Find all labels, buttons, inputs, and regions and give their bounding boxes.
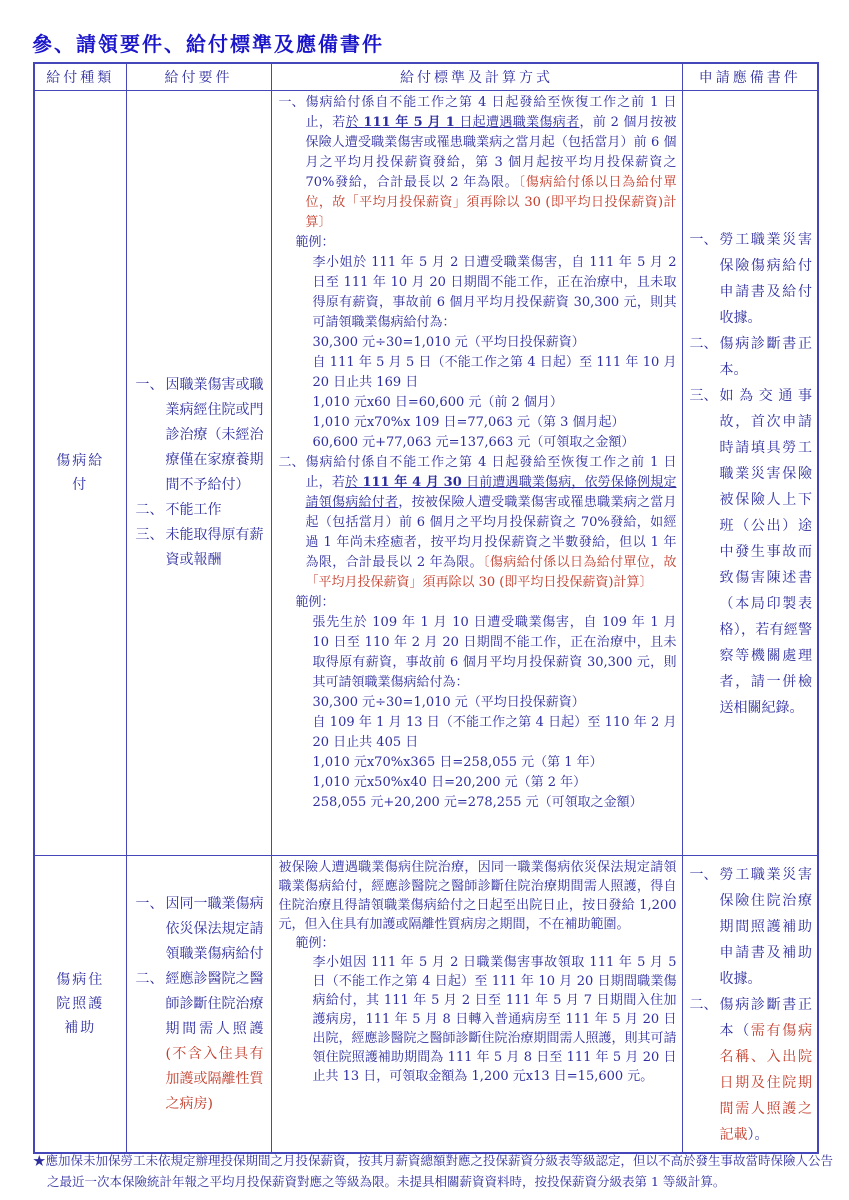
list-item [136, 498, 264, 523]
emphasized-text: 111 年 5 月 1 [363, 115, 455, 130]
list-item [690, 992, 813, 1148]
text-segment: 範例： [295, 936, 335, 951]
text-segment: ）。 [747, 1127, 769, 1143]
text-segment: 因職業傷害或職業病經住院或門診治療（未經治療僅在家療養期間不予給付） [165, 377, 264, 493]
col-header-benefit-type: 給付種類 [34, 63, 126, 91]
example-line [279, 713, 677, 753]
list-item [690, 227, 813, 331]
list-item-marker: 二、 [689, 336, 718, 352]
text-segment: 傷病給付係自不能工作之第 4 日起發給至恢復工作之前 1 日止，若 [305, 95, 677, 130]
benefit-type-label: 傷病給付 [56, 453, 105, 493]
example-line [279, 433, 677, 453]
example-line [279, 413, 677, 433]
text-segment: 勞工職業災害保險傷病給付申請書及給付收據。 [719, 232, 812, 326]
list-item-marker: 三、 [689, 388, 718, 404]
page-title: 參、請領要件、給付標準及應備書件 [32, 32, 384, 56]
emphasized-text: 於 [345, 115, 364, 130]
example-line [279, 333, 677, 353]
highlighted-text: 〔傷病給付係以日為給付單位，故「平均月投保薪資」須再除以 30 (即平均日投保薪資)計算〕 [305, 175, 677, 230]
list-item-marker: 二、 [689, 997, 718, 1013]
text-segment: 經應診醫院之醫師診斷住院治療期間需人照護 [165, 970, 264, 1037]
list-item [690, 331, 813, 383]
example-line [279, 773, 677, 793]
col-header-documents: 申請應備書件 [682, 63, 818, 91]
text-segment: 傷病給付係自不能工作之第 4 日起發給至恢復工作之前 1 日止，若 [305, 455, 677, 490]
standards-cell [271, 91, 682, 856]
example-line [279, 253, 677, 333]
example-label [279, 233, 677, 253]
emphasized-text: 於 [344, 475, 363, 490]
text-segment: 李小姐因 111 年 5 月 2 日職業傷害事故領取 111 年 5 月 5 日（不能工作之第 4 日起）至 111 年 10 月 20 日期間職業傷病給付，其 111 年 5 月 2 日至 111 年 5 月 7 日期間入住加護病房，111 年 5 月 8 日轉入普通病房至 111 年 5 月 20 日出院，經應診醫院之醫師診斷住院治療期間需人照護，則其可請領住院照護補助期間為 111 年 5 月 8 日至 111 年 5 月 20 日止共 13 日，可領取金額為 1,200 元x13 日=15,600 元。 [312, 955, 677, 1084]
text-segment: 未能取得原有薪資或報酬 [165, 527, 264, 568]
requirements-cell [126, 856, 271, 1154]
list-item [690, 383, 813, 721]
text-segment: 30,300 元÷30=1,010 元（平均日投保薪資） [312, 695, 585, 710]
emphasized-text: 日起遭遇職業傷病者 [454, 115, 580, 130]
benefit-type-cell [34, 91, 126, 856]
table-body [34, 91, 818, 1154]
text-segment: 30,300 元÷30=1,010 元（平均日投保薪資） [312, 335, 585, 350]
text-segment: 258,055 元+20,200 元=278,255 元（可領取之金額） [312, 795, 643, 810]
example-line [279, 793, 677, 813]
list-item-marker: 一、 [689, 232, 718, 248]
text-segment: 1,010 元x50%x40 日=20,200 元（第 2 年） [312, 775, 587, 790]
list-item-marker: 二、 [278, 455, 305, 470]
highlighted-text: 〔傷病給付係以日為給付單位，故「平均月投保薪資」須再除以 30 (即平均日投保薪資)計算〕 [305, 555, 677, 590]
table-header-row [34, 63, 818, 91]
text-segment: 範例： [295, 235, 335, 250]
highlighted-text: 需有傷病名稱、入出院日期及住院期間需人照護之記載 [719, 1023, 813, 1143]
example-line [279, 393, 677, 413]
text-segment: 1,010 元x70%x 109 日=77,063 元（第 3 個月起） [312, 415, 625, 430]
text-segment: 1,010 元x70%x365 日=258,055 元（第 1 年） [312, 755, 603, 770]
example-line [279, 953, 677, 1086]
list-item-marker: 一、 [278, 95, 305, 110]
list-item [136, 373, 264, 498]
text-segment: ，前 2 個月按被保險人遭受職業傷害或罹患職業病之當月起（包括當月）前 6 個月之平均月投保薪資發給，第 3 個月起按平均月投保薪資之 70%發給，合計最長以 2 年為限。 [305, 115, 677, 190]
footnote: ★應加保未加保勞工未依規定辦理投保期間之月投保薪資，按其月薪資總額對應之投保薪資分級表等級認定，但以不高於發生事故當時保險人公告之最近一次本保險統計年報之平均月投保薪資對應之等級為限。未提具相關薪資資料時，按投保薪資分級表第 1 等級計算。 [33, 1153, 834, 1189]
documents-cell [682, 856, 818, 1154]
text-segment: 如為交通事故，首次申請時請填具勞工職業災害保險被保險人上下班（公出）途中發生事故而致傷害陳述書（本局印製表格），若有經警察等機關處理者，請一併檢送相關紀錄。 [719, 388, 812, 716]
text-segment: 範例： [295, 595, 335, 610]
table-row [34, 856, 818, 1154]
list-item [136, 892, 264, 967]
list-item-marker: 一、 [135, 377, 164, 393]
text-segment: 張先生於 109 年 1 月 10 日遭受職業傷害，自 109 年 1 月 10 日至 110 年 2 月 20 日期間不能工作，正在治療中，且未取得原有薪資，事故前 6 個月平均月投保薪資 30,300 元，則其可請領職業傷病給付為： [312, 615, 677, 690]
example-label [279, 934, 677, 953]
text-segment: 因同一職業傷病依災保法規定請領職業傷病給付 [165, 895, 264, 962]
text-segment: 自 109 年 1 月 13 日（不能工作之第 4 日起）至 110 年 2 月 20 日止共 405 日 [312, 715, 677, 750]
text-segment: 傷病診斷書正本。 [719, 336, 812, 378]
list-item [136, 523, 264, 573]
example-line [279, 353, 677, 393]
text-segment: 李小姐於 111 年 5 月 2 日遭受職業傷害，自 111 年 5 月 2 日至 111 年 10 月 20 日期間不能工作，正在治療中，且未取得原有薪資，事故前 6 個月平均月投保薪資 30,300 元，則其可請領職業傷病給付為： [312, 255, 677, 330]
text-segment: 傷病診斷書正本（ [719, 997, 812, 1039]
list-item-marker: 一、 [689, 867, 718, 883]
col-header-standards: 給付標準及計算方式 [271, 63, 682, 91]
text-segment: 1,010 元x60 日=60,600 元（前 2 個月） [312, 395, 563, 410]
standards-cell [271, 856, 682, 1154]
col-header-requirements: 給付要件 [126, 63, 271, 91]
example-line [279, 753, 677, 773]
text-segment: 勞工職業災害保險住院治療期間照護補助申請書及補助收據。 [719, 867, 812, 987]
benefits-table [33, 62, 819, 1154]
list-item-marker: 一、 [135, 895, 164, 912]
benefit-type-label: 傷病住院照護補助 [56, 972, 105, 1036]
documents-cell [682, 91, 818, 856]
requirements-cell [126, 91, 271, 856]
text-segment: 60,600 元+77,063 元=137,663 元（可領取之金額） [312, 435, 635, 450]
list-item-marker: 二、 [135, 502, 164, 518]
list-item [136, 967, 264, 1117]
text-segment: 自 111 年 5 月 5 日（不能工作之第 4 日起）至 111 年 10 月 20 日止共 169 日 [312, 355, 677, 390]
text-segment: 不能工作 [165, 502, 222, 518]
emphasized-text: 111 年 4 月 30 [362, 475, 462, 490]
emphasized-text: 日前遭遇職業傷病，依勞保條例規定請領傷病給付者 [305, 475, 677, 510]
table-row [34, 91, 818, 856]
text-segment: 被保險人遭遇職業傷病住院治療，因同一職業傷病依災保法規定請領職業傷病給付，經應診醫院之醫師診斷住院治療期間需人照護，得自住院治療且得請領職業傷病給付之日起至出院日止，按日發給 1,200 元，但入住具有加護或隔離性質病房之期間，不在補助範圍。 [278, 860, 677, 932]
example-line [279, 613, 677, 693]
highlighted-text: (不含入住具有加護或隔離性質之病房) [165, 1045, 264, 1112]
text-segment: ，按被保險人遭受職業傷害或罹患職業病之當月起（包括當月）前 6 個月之平均月投保薪資之 70%發給，如經過 1 年尚未痊癒者，按平均月投保薪資之半數發給，但以 1 年為限，合計最長以 2 年為限。 [305, 495, 677, 570]
benefit-type-cell [34, 856, 126, 1154]
list-item [690, 862, 813, 992]
standards-paragraph [279, 93, 677, 233]
standards-paragraph [279, 858, 677, 934]
example-label [279, 593, 677, 613]
example-line [279, 693, 677, 713]
list-item-marker: 三、 [135, 527, 164, 543]
list-item-marker: 二、 [135, 970, 164, 987]
standards-paragraph [279, 453, 677, 593]
